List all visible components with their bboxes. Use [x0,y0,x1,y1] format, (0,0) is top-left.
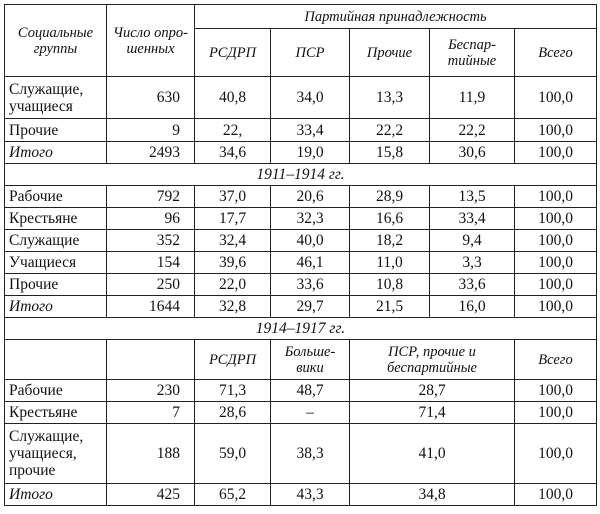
row-count: 2493 [107,142,195,164]
row-value: 100,0 [515,186,597,208]
header-social-groups: Социальные группы [5,5,107,77]
row-value: 33,4 [271,119,350,142]
row-group: Итого [5,296,107,318]
table-row [5,119,597,142]
subheader-col-psr-other: ПСР, прочие и беспартийные [350,340,515,380]
row-value: 13,3 [350,77,430,119]
row-count: 96 [107,208,195,230]
header-col-total: Всего [515,29,597,77]
row-value: 22, [195,119,271,142]
row-value: 100,0 [515,484,597,506]
row-value: 33,6 [271,274,350,296]
row-count: 425 [107,484,195,506]
table-container [4,4,597,506]
row-value: 100,0 [515,119,597,142]
row-value: 21,5 [350,296,430,318]
row-value: 46,1 [271,252,350,274]
row-value: 28,7 [350,380,515,402]
row-value: 19,0 [271,142,350,164]
row-value: 38,3 [271,424,350,484]
row-count: 352 [107,230,195,252]
subheader-blank [107,340,195,380]
row-value: 13,5 [430,186,515,208]
row-value: 33,6 [430,274,515,296]
table-row-total [5,142,597,164]
table-row-total [5,484,597,506]
party-affiliation-table [4,4,597,506]
row-value: 32,8 [195,296,271,318]
row-value: 41,0 [350,424,515,484]
row-group: Рабочие [5,380,107,402]
row-group: Служащие, учащиеся, прочие [5,424,107,484]
table-row [5,274,597,296]
header-col-rsdrp: РСДРП [195,29,271,77]
row-group: Рабочие [5,186,107,208]
row-count: 250 [107,274,195,296]
row-value: 22,0 [195,274,271,296]
row-value: 37,0 [195,186,271,208]
row-value: 59,0 [195,424,271,484]
row-count: 9 [107,119,195,142]
row-value: 100,0 [515,142,597,164]
row-count: 188 [107,424,195,484]
row-group: Учащиеся [5,252,107,274]
row-value: 20,6 [271,186,350,208]
section-title-row [5,164,597,186]
table-row [5,208,597,230]
row-value: 34,6 [195,142,271,164]
row-value: 100,0 [515,296,597,318]
row-value: 71,3 [195,380,271,402]
subheader-col-total: Всего [515,340,597,380]
row-count: 1644 [107,296,195,318]
row-group: Служащие, учащиеся [5,77,107,119]
header-col-other: Прочие [350,29,430,77]
row-value: 34,0 [271,77,350,119]
row-value: 100,0 [515,230,597,252]
row-group: Итого [5,484,107,506]
row-value: 100,0 [515,274,597,296]
row-value: 30,6 [430,142,515,164]
row-value: 33,4 [430,208,515,230]
header-row-1 [5,5,597,29]
row-value: 100,0 [515,208,597,230]
row-value: 71,4 [350,402,515,424]
table-row [5,424,597,484]
subheader-blank [5,340,107,380]
row-group: Прочие [5,119,107,142]
row-value: 9,4 [430,230,515,252]
row-value: 11,0 [350,252,430,274]
table-row [5,230,597,252]
row-value: 48,7 [271,380,350,402]
row-value: 100,0 [515,380,597,402]
table-row [5,402,597,424]
row-count: 230 [107,380,195,402]
row-group: Итого [5,142,107,164]
table-row [5,77,597,119]
row-value: 16,0 [430,296,515,318]
header-col-nonparty: Беспар-тийные [430,29,515,77]
row-value: 11,9 [430,77,515,119]
subheader-col-bolsheviks: Больше-вики [271,340,350,380]
row-value: 10,8 [350,274,430,296]
row-group: Крестьяне [5,208,107,230]
row-count: 792 [107,186,195,208]
subheader-row [5,340,597,380]
subheader-col-rsdrp: РСДРП [195,340,271,380]
row-value: 34,8 [350,484,515,506]
row-value: 28,9 [350,186,430,208]
row-value: 18,2 [350,230,430,252]
row-value: 43,3 [271,484,350,506]
row-value: 17,7 [195,208,271,230]
row-value: 32,4 [195,230,271,252]
row-value: 100,0 [515,77,597,119]
row-count: 630 [107,77,195,119]
row-value: 22,2 [350,119,430,142]
row-value: 15,8 [350,142,430,164]
section-title: 1911–1914 гг. [5,164,597,186]
row-value: – [271,402,350,424]
section-title: 1914–1917 гг. [5,318,597,340]
header-party-affiliation: Партийная принадлежность [195,5,597,29]
row-value: 32,3 [271,208,350,230]
row-value: 40,0 [271,230,350,252]
row-value: 16,6 [350,208,430,230]
row-value: 28,6 [195,402,271,424]
row-value: 39,6 [195,252,271,274]
table-row [5,186,597,208]
row-value: 100,0 [515,402,597,424]
row-group: Крестьяне [5,402,107,424]
row-group: Служащие [5,230,107,252]
section-title-row [5,318,597,340]
row-group: Прочие [5,274,107,296]
row-value: 65,2 [195,484,271,506]
table-row [5,252,597,274]
row-count: 154 [107,252,195,274]
row-value: 3,3 [430,252,515,274]
row-count: 7 [107,402,195,424]
row-value: 22,2 [430,119,515,142]
row-value: 29,7 [271,296,350,318]
header-respondent-count: Число опро-шенных [107,5,195,77]
row-value: 40,8 [195,77,271,119]
table-row-total [5,296,597,318]
row-value: 100,0 [515,252,597,274]
header-col-psr: ПСР [271,29,350,77]
row-value: 100,0 [515,424,597,484]
table-row [5,380,597,402]
